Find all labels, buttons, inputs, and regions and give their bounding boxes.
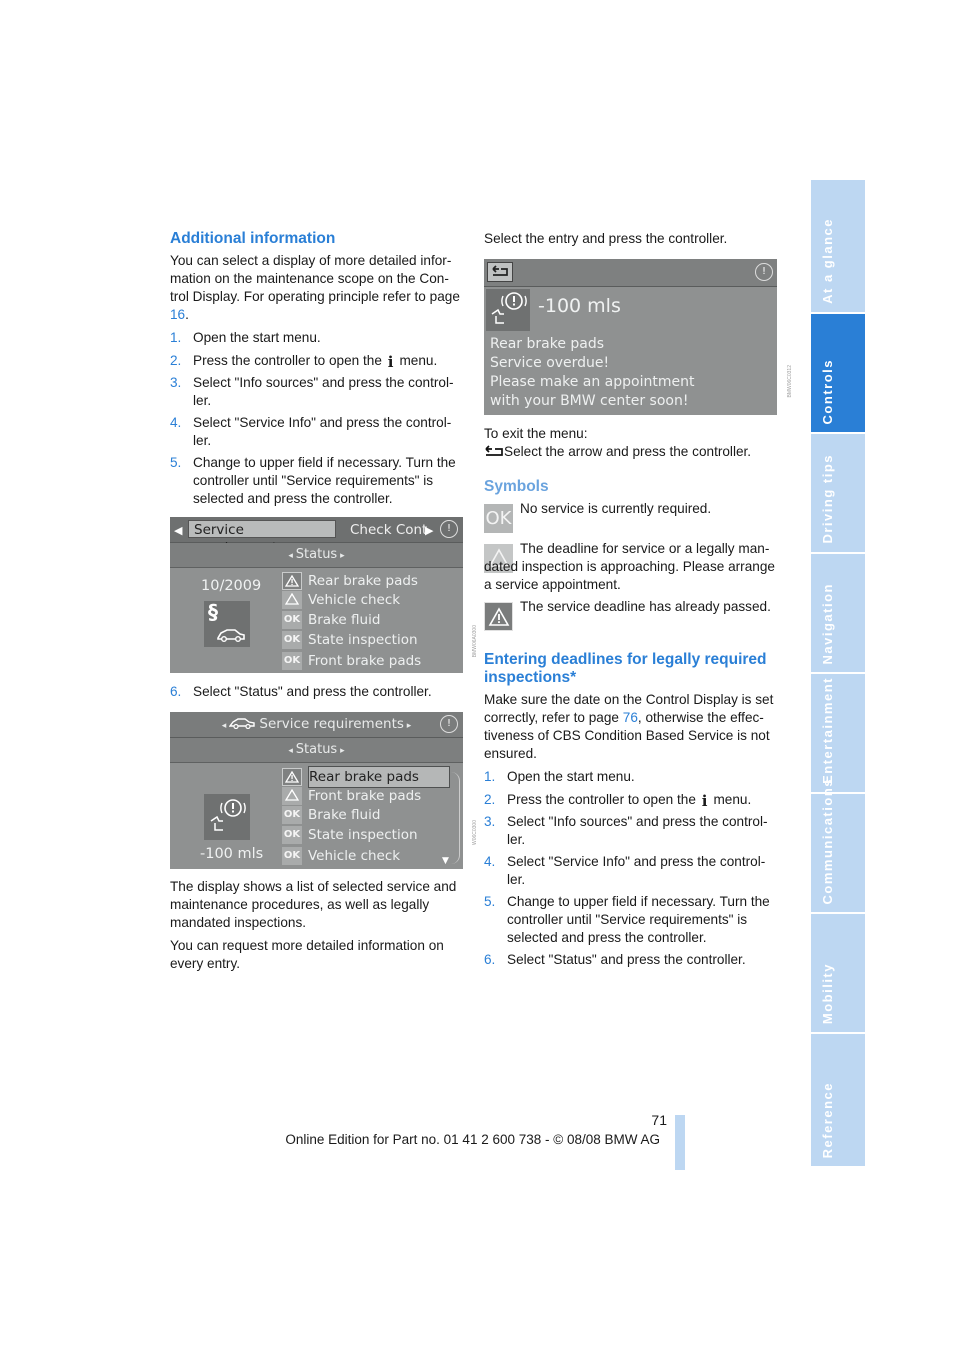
chevron-left-icon: ◂ bbox=[221, 721, 230, 731]
page-number-marker bbox=[675, 1115, 685, 1170]
left-column bbox=[170, 230, 462, 508]
figure-code: BMW06C0312 bbox=[787, 365, 793, 398]
chevron-right-icon: ▸ bbox=[337, 746, 345, 756]
list-item: 5. Change to upper field if necessary. Turn the controller until "Service requirements" is selected and press the controller. bbox=[170, 455, 456, 506]
message-text: Rear brake pads Service overdue! Please make an appointment with your BMW center soon! bbox=[490, 336, 695, 409]
help-icon[interactable]: ! bbox=[440, 715, 458, 733]
list-item[interactable]: OK Brake fluid bbox=[283, 612, 381, 628]
back-arrow-icon[interactable] bbox=[487, 262, 513, 282]
approaching-triangle-icon bbox=[282, 787, 302, 805]
deadlines-paragraph: Make sure the date on the Control Display is set correctly, refer to page 76, otherwise the effec-tiveness of CBS Condition Based Service is not ensured. bbox=[484, 692, 774, 761]
tab-mobility[interactable]: Mobility bbox=[811, 914, 865, 1032]
heading-additional-information: Additional information bbox=[170, 230, 336, 247]
approaching-triangle-icon bbox=[282, 591, 302, 609]
list-item[interactable]: OK Vehicle check bbox=[283, 848, 401, 864]
edition-note: Online Edition for Part no. 01 41 2 600 738 - © 08/08 BMW AG bbox=[285, 1132, 660, 1147]
page-link-16[interactable]: 16 bbox=[170, 307, 186, 322]
step-6 bbox=[170, 683, 462, 701]
page-link-76[interactable]: 76 bbox=[622, 710, 638, 725]
arrow-left-icon: ◀ bbox=[174, 524, 183, 537]
symbol-ok-description: No service is currently required. bbox=[520, 501, 712, 516]
list-item[interactable]: OK State inspection bbox=[283, 827, 418, 843]
legal-inspection-icon: § bbox=[204, 601, 250, 647]
symbol-approaching-description: The deadline for service or a legally man-dated inspection is approaching. Please arrange a service appointment. bbox=[484, 541, 775, 592]
paragraph: The display shows a list of selected service and maintenance procedures, as well as legally mandated inspections. bbox=[170, 879, 457, 930]
heading-symbols: Symbols bbox=[484, 478, 549, 495]
brake-pads-icon bbox=[486, 289, 530, 331]
screen-topbar bbox=[484, 259, 777, 287]
figure-code: BMW06A0300 bbox=[472, 625, 478, 658]
left-closing-text bbox=[170, 878, 462, 973]
ok-icon: OK bbox=[282, 826, 302, 844]
tab-at-a-glance[interactable]: At a glance bbox=[811, 180, 865, 312]
service-date: 10/2009 bbox=[201, 578, 262, 594]
exit-instructions: To exit the menu: Select the arrow and press the controller. bbox=[484, 426, 752, 459]
screen-topbar bbox=[170, 517, 463, 543]
warning-triangle-icon bbox=[282, 768, 302, 786]
chevron-right-icon: ▸ bbox=[337, 551, 345, 561]
warning-triangle-icon bbox=[282, 572, 302, 590]
tab-reference[interactable]: Reference bbox=[811, 1034, 865, 1166]
list-item[interactable]: OK Front brake pads bbox=[283, 653, 422, 669]
list-item: 5. Change to upper field if necessary. Turn the controller until "Service requirements" is selected and press the controller. bbox=[484, 894, 770, 945]
intro-paragraph: You can select a display of more detailed infor-mation on the maintenance scope on the Con-trol Display. For operating principle refer to page 16. bbox=[170, 253, 460, 322]
symbol-passed-description: The service deadline has already passed. bbox=[520, 599, 771, 614]
list-item: 1. Open the start menu. bbox=[170, 330, 321, 345]
tab-driving-tips[interactable]: Driving tips bbox=[811, 434, 865, 552]
list-item: 2. Press the controller to open the i menu. bbox=[484, 792, 752, 810]
chevron-left-icon: ◂ bbox=[288, 746, 296, 756]
list-item: 2. Press the controller to open the i menu. bbox=[170, 353, 438, 371]
arrow-right-icon: ▶ bbox=[425, 524, 434, 537]
status-bar[interactable]: ◂ Status ▸ bbox=[170, 543, 463, 568]
steps-list bbox=[484, 768, 779, 969]
list-item[interactable]: Vehicle check bbox=[308, 590, 400, 610]
heading-entering-deadlines: Entering deadlines for legally required inspections* bbox=[484, 651, 767, 686]
screen-topbar: ◂ Service requirements ▸ ! bbox=[170, 712, 463, 738]
list-item: 4. Select "Service Info" and press the control-ler. bbox=[484, 854, 766, 887]
ok-symbol-icon: OK bbox=[484, 504, 513, 533]
tab-entertainment[interactable]: Entertainment bbox=[811, 674, 865, 792]
tab-check-control[interactable]: Check Cont bbox=[350, 522, 428, 538]
list-item: 3. Select "Info sources" and press the control-ler. bbox=[484, 814, 768, 847]
paragraph: You can request more detailed information on every entry. bbox=[170, 938, 444, 971]
brake-pads-icon bbox=[204, 794, 250, 840]
help-icon[interactable]: ! bbox=[440, 520, 458, 538]
steps-list bbox=[170, 329, 462, 508]
tab-controls[interactable]: Controls bbox=[811, 314, 865, 432]
help-icon[interactable]: ! bbox=[755, 263, 773, 281]
tab-navigation[interactable]: Navigation bbox=[811, 554, 865, 672]
list-item[interactable]: Front brake pads bbox=[308, 786, 421, 806]
info-menu-icon: i bbox=[387, 353, 394, 371]
right-intro: Select the entry and press the controller. bbox=[484, 231, 728, 246]
screen-status-list bbox=[170, 712, 463, 869]
ok-icon: OK bbox=[282, 806, 302, 824]
warning-triangle-icon bbox=[484, 602, 513, 631]
list-item: 4. Select "Service Info" and press the control-ler. bbox=[170, 415, 452, 448]
tab-service-requirements[interactable]: Service bbox=[188, 520, 336, 538]
ok-icon: OK bbox=[282, 611, 302, 629]
chevron-left-icon: ◂ bbox=[288, 551, 296, 561]
chevron-right-icon: ▸ bbox=[403, 721, 412, 731]
ok-icon: OK bbox=[282, 631, 302, 649]
ok-icon: OK bbox=[282, 652, 302, 670]
list-item[interactable]: OK Brake fluid bbox=[283, 807, 381, 823]
page-number: 71 bbox=[651, 1112, 667, 1128]
distance-value: -100 mls bbox=[200, 846, 264, 862]
list-item: 6. Select "Status" and press the controller. bbox=[170, 684, 432, 699]
figure-code: W06C0300 bbox=[472, 820, 478, 846]
status-bar[interactable]: ◂ Status ▸ bbox=[170, 738, 463, 763]
list-item: 6. Select "Status" and press the controller. bbox=[484, 952, 746, 967]
tab-communications[interactable]: Communications bbox=[811, 794, 865, 912]
list-item: 3. Select "Info sources" and press the control-ler. bbox=[170, 375, 454, 408]
ok-icon: OK bbox=[282, 847, 302, 865]
screen-service-detail bbox=[484, 259, 777, 415]
back-arrow-icon bbox=[484, 445, 504, 458]
list-item[interactable]: Rear brake pads bbox=[308, 766, 450, 788]
distance-value: -100 mls bbox=[538, 295, 621, 317]
scroll-down-icon[interactable]: ▼ bbox=[442, 856, 449, 866]
list-item[interactable]: OK State inspection bbox=[283, 632, 418, 648]
screen-service-requirements-list bbox=[170, 517, 463, 673]
scrollbar[interactable] bbox=[451, 772, 460, 864]
car-icon bbox=[229, 717, 255, 729]
list-item[interactable]: Rear brake pads bbox=[308, 571, 418, 591]
info-menu-icon: i bbox=[701, 792, 708, 810]
deadlines-section bbox=[484, 651, 779, 969]
list-item: 1. Open the start menu. bbox=[484, 769, 635, 784]
